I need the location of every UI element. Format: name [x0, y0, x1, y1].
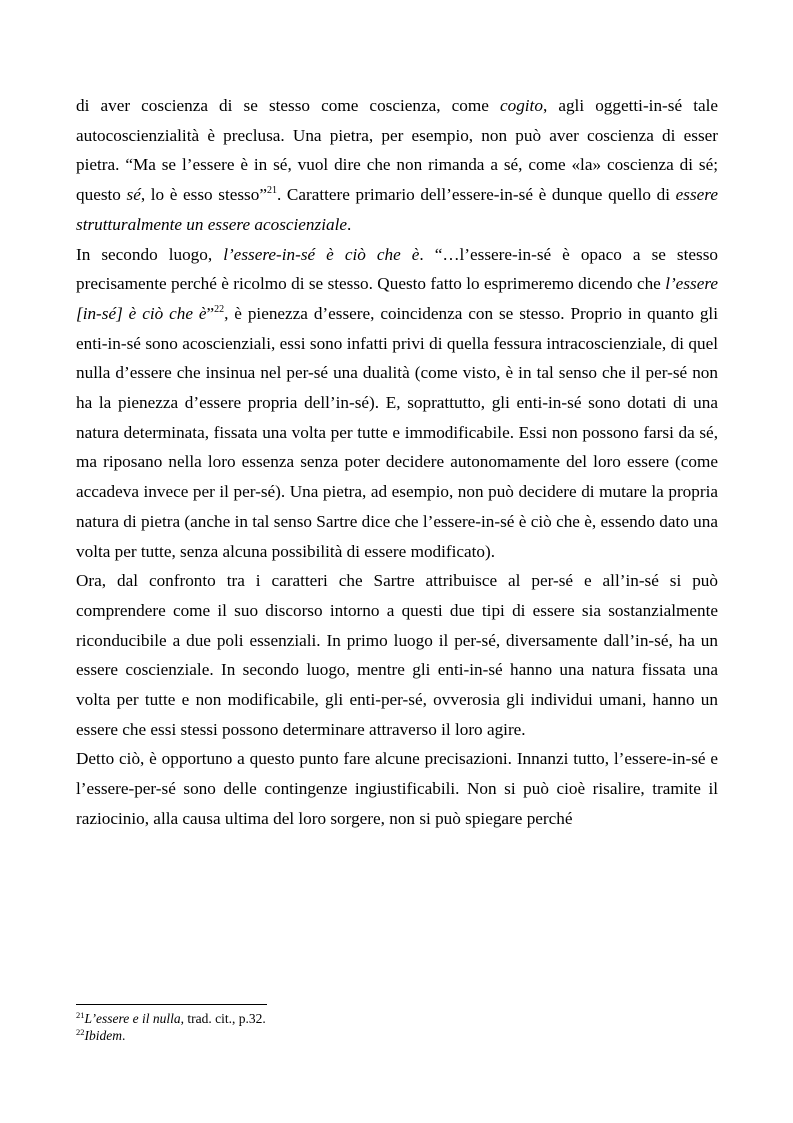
paragraph-3 — [76, 566, 718, 744]
text-run: , agli oggetti-in-sé tale autocoscienzialità è preclusa. Una pietra, per esempio, non può aver coscienza di esser pietra. “Ma se l’essere è in sé, vuol dire che non rimanda a sé, come «la» coscienza di sé; questo — [76, 96, 718, 205]
paragraph-1 — [76, 91, 718, 240]
footnote-number: 22 — [76, 1026, 85, 1037]
footnote-title: L’essere e il nulla — [84, 1011, 181, 1026]
italic-text: essere strutturalmente un essere acoscienziale — [76, 185, 718, 234]
footnote-ref: 21 — [266, 185, 277, 197]
footnote-number: 21 — [76, 1010, 85, 1020]
footnote-title: Ibidem — [84, 1027, 122, 1043]
paragraph-2 — [76, 240, 718, 567]
text-run: In secondo luogo, — [76, 244, 224, 264]
text-run: Ora, dal confronto tra i caratteri che Sartre attribuisce al per-sé e all’in-sé si può comprendere come il suo discorso intorno a questi due tipi di essere sia sostanzialmente riconducibile a due poli essenziali. In primo luogo il per-sé, diversamente dall’in-sé, ha un essere coscienziale. In secondo luogo, mentre gli enti-in-sé hanno una natura fissata una volta per tutte e non modificabile, gli enti-per-sé, ovverosia gli individui umani, hanno un essere che essi stessi possono determinare attraverso il loro agire. — [76, 571, 718, 739]
italic-text: l’essere [in-sé] è ciò che è — [76, 274, 718, 323]
text-run: , è pienezza d’essere, coincidenza con se stesso. Proprio in quanto gli enti-in-sé sono acoscienziali, essi sono infatti privi di quella fessura intracoscienziale, di quel nulla d’essere che insinua nel per-sé una dualità (come visto, è in tal senso che il per-sé non ha la pienezza d’essere propria dell’in-sé). E, soprattutto, gli enti-in-sé sono dotati di una natura determinata, fissata una volta per tutte e immodificabile. Essi non possono farsi da sé, ma riposano nella loro essenza senza poter decidere autonomamente del loro essere (come accadeva invece per il per-sé). Una pietra, ad esempio, non può decidere di mutare la propria natura di pietra (anche in tal senso Sartre dice che l’essere-in-sé è ciò che è, essendo dato una volta per tutte, senza alcuna possibilità di essere modificato). — [76, 303, 718, 561]
text-run: . — [346, 214, 352, 234]
italic-text: l’essere-in-sé è ciò che è — [223, 244, 420, 264]
footnote-ref: 22 — [214, 303, 225, 315]
footnote-text: . — [122, 1027, 126, 1043]
italic-text: cogito — [499, 96, 543, 115]
footnote-22 — [76, 1028, 718, 1045]
footnotes — [76, 1011, 718, 1044]
text-run: Detto ciò, è opportuno a questo punto fare alcune precisazioni. Innanzi tutto, l’essere-in-sé e l’essere-per-sé sono delle contingenze ingiustificabili. Non si può cioè risalire, tramite il raziocinio, alla causa ultima del loro sorgere, non si può spiegare perché — [76, 749, 718, 828]
paragraph-4 — [76, 744, 718, 833]
text-run: , lo è esso stesso” — [140, 185, 267, 205]
body-text — [76, 91, 718, 834]
italic-text: sé — [126, 185, 141, 205]
text-run: ” — [206, 303, 215, 323]
text-run: di aver coscienza di se stesso come coscienza, come — [76, 96, 500, 115]
footnote-separator — [76, 1004, 267, 1005]
footnote-text: , trad. cit., p.32. — [180, 1011, 266, 1026]
text-run: . “…l’essere-in-sé è opaco a se stesso precisamente perché è ricolmo di se stesso. Questo fatto lo esprimeremo dicendo che — [76, 244, 718, 294]
footnote-21 — [76, 1011, 718, 1028]
text-run: . Carattere primario dell’essere-in-sé è dunque quello di — [276, 185, 676, 205]
